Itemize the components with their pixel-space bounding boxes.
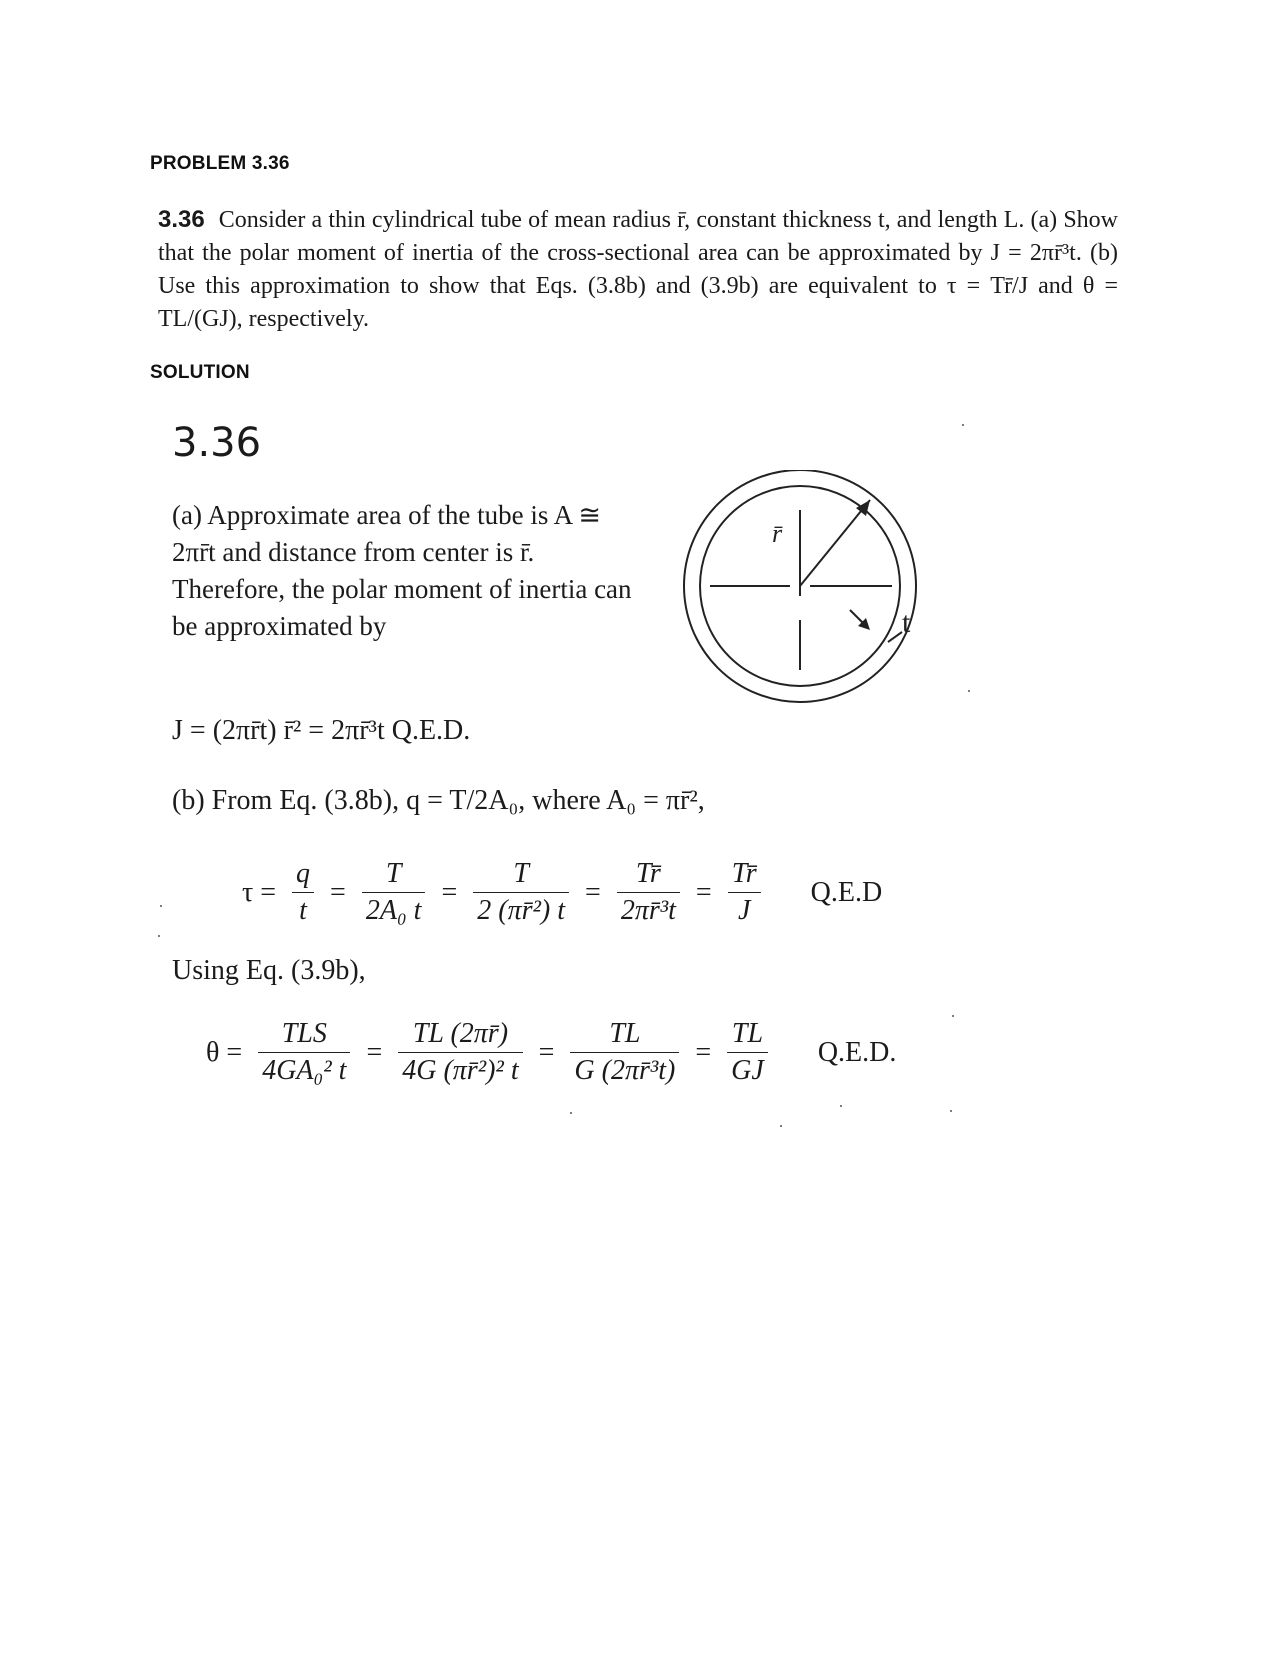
problem-number: 3.36 [158,206,205,233]
theta-qed: Q.E.D. [817,1036,897,1068]
scan-speck [962,424,964,426]
fraction-denominator: 4G (πr̄²)² t [402,1055,519,1086]
tau-fraction-4 [617,858,680,927]
scan-speck [968,690,970,692]
tau-fraction-5 [728,858,761,927]
radius-label: r̄ [772,519,783,548]
fraction-numerator: TL [731,1018,764,1049]
tau-fraction-2 [362,858,426,927]
theta-fraction-4 [727,1018,768,1087]
fraction-denominator: J [737,895,751,926]
fraction-numerator: TLS [281,1018,327,1049]
fraction-numerator: T [513,858,529,889]
fraction-denominator: 2 (πr̄²) t [477,895,566,926]
fraction-numerator: q [296,858,311,889]
scan-speck [950,1110,952,1112]
tube-cross-section-diagram [670,470,970,740]
scan-speck [158,935,160,937]
theta-fraction-1 [258,1018,350,1087]
tau-fraction-3 [473,858,569,927]
fraction-denominator: GJ [731,1055,764,1086]
thickness-label: t [902,606,911,639]
solution-heading: SOLUTION [150,362,250,383]
fraction-numerator: Tr̄ [635,858,661,889]
scan-speck [780,1125,782,1127]
problem-heading: PROBLEM 3.36 [150,153,290,174]
fraction-denominator: 2πr̄³t [620,895,676,926]
tau-qed: Q.E.D [810,876,883,908]
theta-equation: θ = $\frac{\text{TLS}}{\text{4GA₀² t}}$ = $\frac{TL (2\pi r̄)}{\text{4G (πr̄²)² t}}$ = $\frac{TL}{\text{G (2πr̄³t)}}$ = $\frac{TL}{GJ}$ Q.E.D. [206,1018,897,1086]
tau-fraction-1 [292,858,314,927]
fraction-denominator: 4GA₀² t [262,1055,347,1086]
tau-lhs: τ = [242,876,277,908]
fraction-numerator: TL (2πr̄) [412,1018,509,1049]
fraction-denominator: t [299,895,307,926]
scan-speck [160,905,162,907]
fraction-denominator: 2A₀ t [365,895,422,926]
theta-lhs: θ = [206,1036,243,1068]
polar-moment-equation: J = (2πr̄t) r̄² = 2πr̄³t Q.E.D. [172,715,471,746]
theta-fraction-2 [398,1018,522,1087]
fraction-numerator: Tr̄ [731,858,757,889]
solution-number: 3.36 [172,420,262,466]
tau-equation: τ = $\frac{q}{t}$ = $\frac{T}{\text{2A₀ t}}$ = $\frac{T}{\text{2 (πr̄²) t}}$ = $\frac{Tr̄}{\text{2πr̄³t}}$ = $\frac{Tr̄}{J}$ Q.E.D [242,858,883,926]
using-eq-text: Using Eq. (3.9b), [172,955,366,986]
part-a-text: (a) Approximate area of the tube is A ≅ 2πr̄t and distance from center is r̄. Therefore, the polar moment of inertia can be approximated by [172,500,632,641]
problem-statement [158,203,1118,336]
fraction-numerator: TL [609,1018,641,1049]
thickness-outer-arrow [888,632,902,642]
fraction-denominator: G (2πr̄³t) [574,1055,676,1086]
radius-line [800,500,870,586]
scan-speck [570,1112,572,1114]
fraction-numerator: T [385,858,402,889]
scan-speck [840,1105,842,1107]
scan-speck [952,1015,954,1017]
theta-fraction-3 [570,1018,679,1087]
part-b-text: (b) From Eq. (3.8b), q = T/2A₀, where A₀ = πr̄², [172,785,705,816]
problem-text: Consider a thin cylindrical tube of mean radius r̄, constant thickness t, and length L. (a) Show that the polar moment of inertia of the cross-sectional area can be approximated by J = 2πr̄³t. (b) Use this approximation to show that Eqs. (3.8b) and (3.9b) are equivalent to τ = Tr̄/J and θ = TL/(GJ), respectively. [158,207,1118,332]
